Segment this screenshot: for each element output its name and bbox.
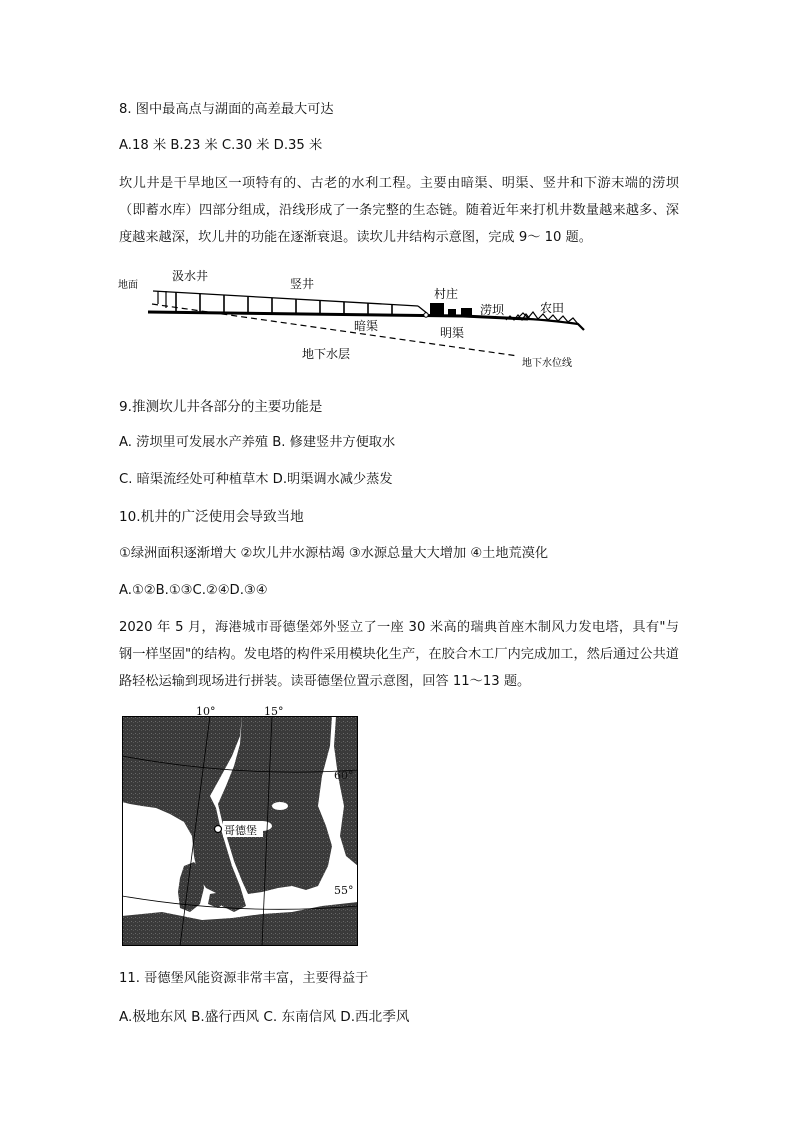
q10-options: A.①②B.①③C.②④D.③④ bbox=[119, 583, 268, 598]
label-farmland: 农田 bbox=[540, 301, 565, 315]
label-source-well: 汲水井 bbox=[172, 269, 209, 283]
q9-options-line1: A. 涝坝里可发展水产养殖 B. 修建竖井方便取水 bbox=[119, 435, 396, 450]
q8-options: A.18 米 B.23 米 C.30 米 D.35 米 bbox=[119, 138, 323, 153]
q11-options: A.极地东风 B.盛行西风 C. 东南信风 D.西北季风 bbox=[119, 1009, 410, 1025]
label-ground: 地面 bbox=[118, 280, 138, 291]
lon-label-15: 15° bbox=[264, 705, 284, 718]
label-shaft: 竖井 bbox=[290, 277, 315, 291]
q9-stem: 9.推测坎儿井各部分的主要功能是 bbox=[119, 399, 323, 415]
lat-label-60: 60° bbox=[334, 769, 354, 782]
lat-label-55: 55° bbox=[334, 884, 354, 897]
label-aquifer: 地下水层 bbox=[302, 347, 351, 361]
q9-options-line2: C. 暗渠流经处可种植草木 D.明渠调水减少蒸发 bbox=[119, 472, 393, 487]
passage-gothenburg: 2020 年 5 月，海港城市哥德堡郊外竖立了一座 30 米高的瑞典首座木制风力发电塔，具有"与钢一样坚固"的结构。发电塔的构件采用模块化生产，在胶合木工厂内完成加工，然后通过公共道路轻松运输到现场进行拼装。读哥德堡位置示意图，回答 11～13 题。 bbox=[119, 620, 679, 689]
label-water-table: 地下水位线 bbox=[522, 358, 572, 369]
q10-items: ①绿洲面积逐渐增大 ②坎儿井水源枯竭 ③水源总量大大增加 ④土地荒漠化 bbox=[119, 546, 549, 561]
label-village: 村庄 bbox=[434, 287, 459, 301]
passage-karez: 坎儿井是干旱地区一项特有的、古老的水利工程。主要由暗渠、明渠、竖井和下游末端的涝坝（即蓄水库）四部分组成，沿线形成了一条完整的生态链。随着近年来打机井数量越来越多、深度越来越深，坎儿井的功能在逐渐衰退。读坎儿井结构示意图，完成 9～ 10 题。 bbox=[119, 176, 679, 245]
gothenburg-map bbox=[122, 716, 358, 946]
label-open-channel: 明渠 bbox=[440, 326, 465, 340]
label-reservoir: 涝坝 bbox=[480, 303, 505, 317]
label-hidden-channel: 暗渠 bbox=[354, 319, 379, 333]
q11-stem: 11. 哥德堡风能资源非常丰富，主要得益于 bbox=[119, 971, 369, 986]
city-label: 哥德堡 bbox=[224, 824, 257, 837]
q10-stem: 10.机井的广泛使用会导致当地 bbox=[119, 509, 304, 525]
q8-stem: 8. 图中最高点与湖面的高差最大可达 bbox=[119, 102, 334, 117]
karez-diagram bbox=[118, 268, 598, 372]
lon-label-10: 10° bbox=[196, 705, 216, 718]
